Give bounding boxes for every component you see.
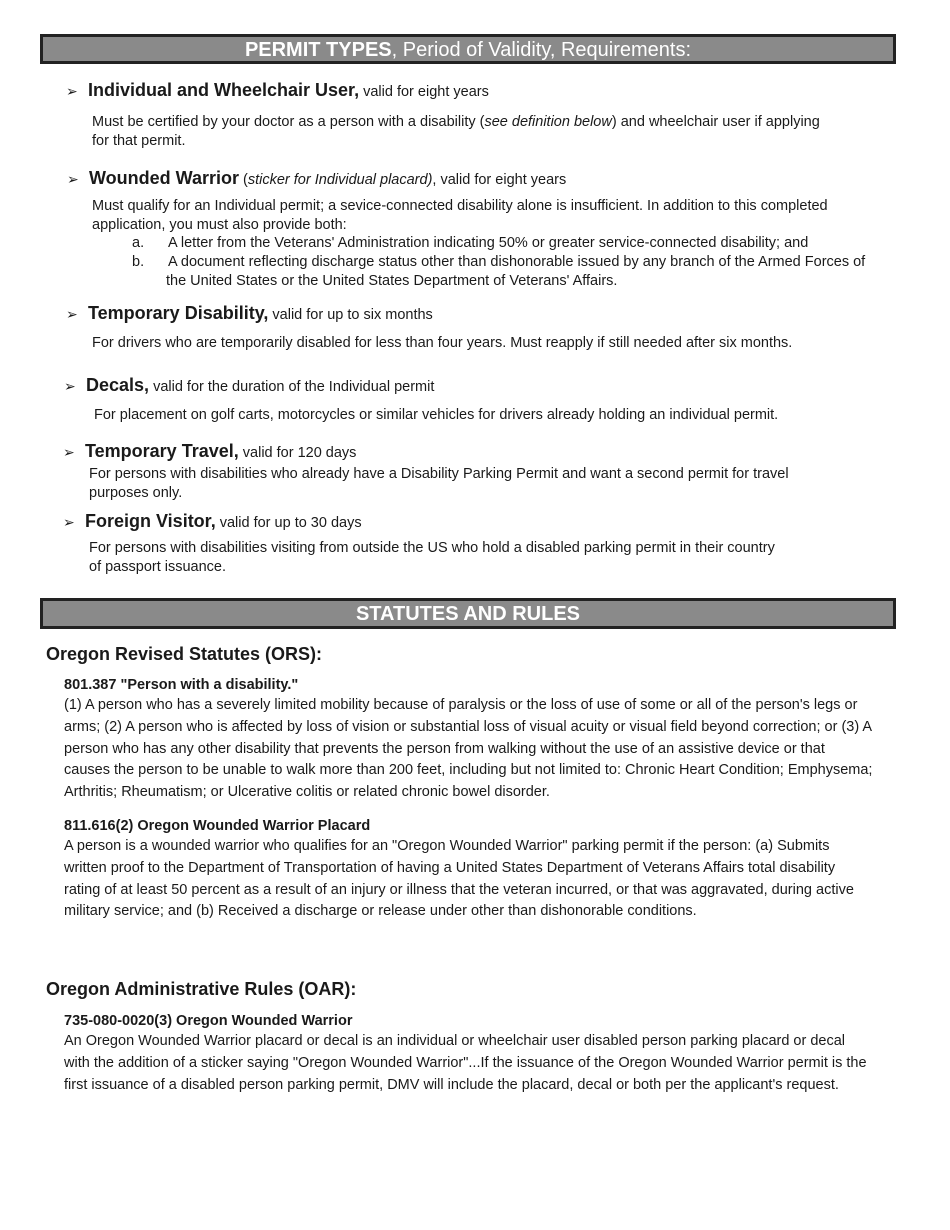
ors-811-title: 811.616(2) Oregon Wounded Warrior Placard	[64, 818, 371, 834]
permit-validity: valid for eight years	[359, 84, 489, 100]
arrow-bullet-icon: ➢	[63, 514, 75, 530]
permit-body-wounded-warrior: Must qualify for an Individual permit; a sevice-connected disability alone is insufficient. In addition to this completed application, you must also provide both:	[92, 198, 828, 233]
arrow-bullet-icon: ➢	[64, 378, 76, 394]
permit-heading-temporary	[66, 303, 433, 325]
permit-name: Decals,	[86, 375, 150, 395]
list-item-b: A document reflecting discharge status other than dishonorable issued by any branch of the Armed Forces of the United States or the United States Department of Veterans' Affairs.	[166, 254, 866, 289]
ors-title: Oregon Revised Statutes (ORS):	[46, 644, 323, 664]
arrow-bullet-icon: ➢	[63, 444, 75, 460]
permit-heading-travel	[63, 441, 356, 463]
permit-name: Temporary Disability,	[88, 303, 269, 323]
permit-name: Individual and Wheelchair User,	[88, 80, 360, 100]
permit-validity: , valid for eight years	[432, 172, 567, 188]
permit-heading-decals	[64, 375, 434, 397]
permit-heading-foreign	[63, 511, 362, 533]
banner-title-bold: PERMIT TYPES	[244, 39, 392, 61]
permit-body-individual: Must be certified by your doctor as a person with a disability (see definition below) and wheelchair user if applying for that permit.	[92, 114, 820, 149]
ors-811-text: A person is a wounded warrior who qualifies for an "Oregon Wounded Warrior" parking permit if the person: (a) Submits written proof to the Department of Transportation of having a United States Department of Veterans Affairs total disability rating of at least 50 percent as a result of an injury or illness that the veteran incurred, or that was aggravated, during active military service; and (b) Received a discharge or release under other than dishonorable conditions.	[64, 838, 854, 920]
oar-735-title: 735-080-0020(3) Oregon Wounded Warrior	[64, 1013, 353, 1029]
permit-validity: valid for up to six months	[268, 307, 433, 323]
oar-735-text: An Oregon Wounded Warrior placard or decal is an individual or wheelchair user disabled person parking placard or decal with the addition of a sticker saying "Oregon Wounded Warrior"...If the issuance of the Oregon Wounded Warrior permit is the first issuance of a disabled person parking permit, DMV will include the placard, decal or both per the applicant's request.	[64, 1033, 867, 1093]
permit-body-travel: For persons with disabilities who already have a Disability Parking Permit and want a second permit for travel purposes only.	[89, 466, 789, 501]
ors-801-text: (1) A person who has a severely limited mobility because of paralysis or the loss of use of some or all of the person's legs or arms; (2) A person who is affected by loss of vision or substantial loss of visual acuity or visual field beyond correction; or (3) A person who has any other disability that prevents the person from walking without the use of an assistive device or that causes the person to be unable to walk more than 200 feet, including but not limited to: Chronic Heart Condition; Emphysema; Arthritis; Rheumatism; or Ulcerative colitis or related chronic bowel disorder.	[64, 697, 873, 801]
arrow-bullet-icon: ➢	[66, 306, 78, 322]
permit-name: Wounded Warrior	[89, 168, 239, 188]
arrow-bullet-icon: ➢	[66, 83, 78, 99]
list-marker-a: a.	[132, 235, 145, 251]
permit-validity: valid for the duration of the Individual permit	[149, 379, 435, 395]
list-item-a: A letter from the Veterans' Administration indicating 50% or greater service-connected disability; and	[168, 235, 809, 251]
permit-body-foreign: For persons with disabilities visiting from outside the US who hold a disabled parking permit in their country of passport issuance.	[89, 540, 775, 575]
list-marker-b: b.	[132, 254, 145, 270]
statutes-banner: STATUTES AND RULES	[40, 598, 896, 629]
oar-title: Oregon Administrative Rules (OAR):	[46, 979, 357, 999]
banner-title-rest: , Period of Validity, Requirements:	[391, 39, 692, 61]
permit-validity: valid for up to 30 days	[215, 515, 362, 531]
arrow-bullet-icon: ➢	[67, 171, 79, 187]
permit-name: Foreign Visitor,	[85, 511, 216, 531]
permit-body-decals: For placement on golf carts, motorcycles or similar vehicles for drivers already holding an individual permit.	[94, 407, 779, 423]
permit-types-banner	[40, 34, 896, 64]
permit-validity: valid for 120 days	[238, 445, 357, 461]
permit-heading-wounded-warrior: ➢ Wounded Warrior (sticker for Individual placard), valid for eight years	[67, 168, 567, 188]
permit-name: Temporary Travel,	[85, 441, 239, 461]
permit-body-temporary: For drivers who are temporarily disabled for less than four years. Must reapply if still needed after six months.	[92, 335, 793, 351]
permit-heading-individual	[66, 80, 489, 102]
ors-801-title: 801.387 "Person with a disability."	[64, 677, 299, 693]
